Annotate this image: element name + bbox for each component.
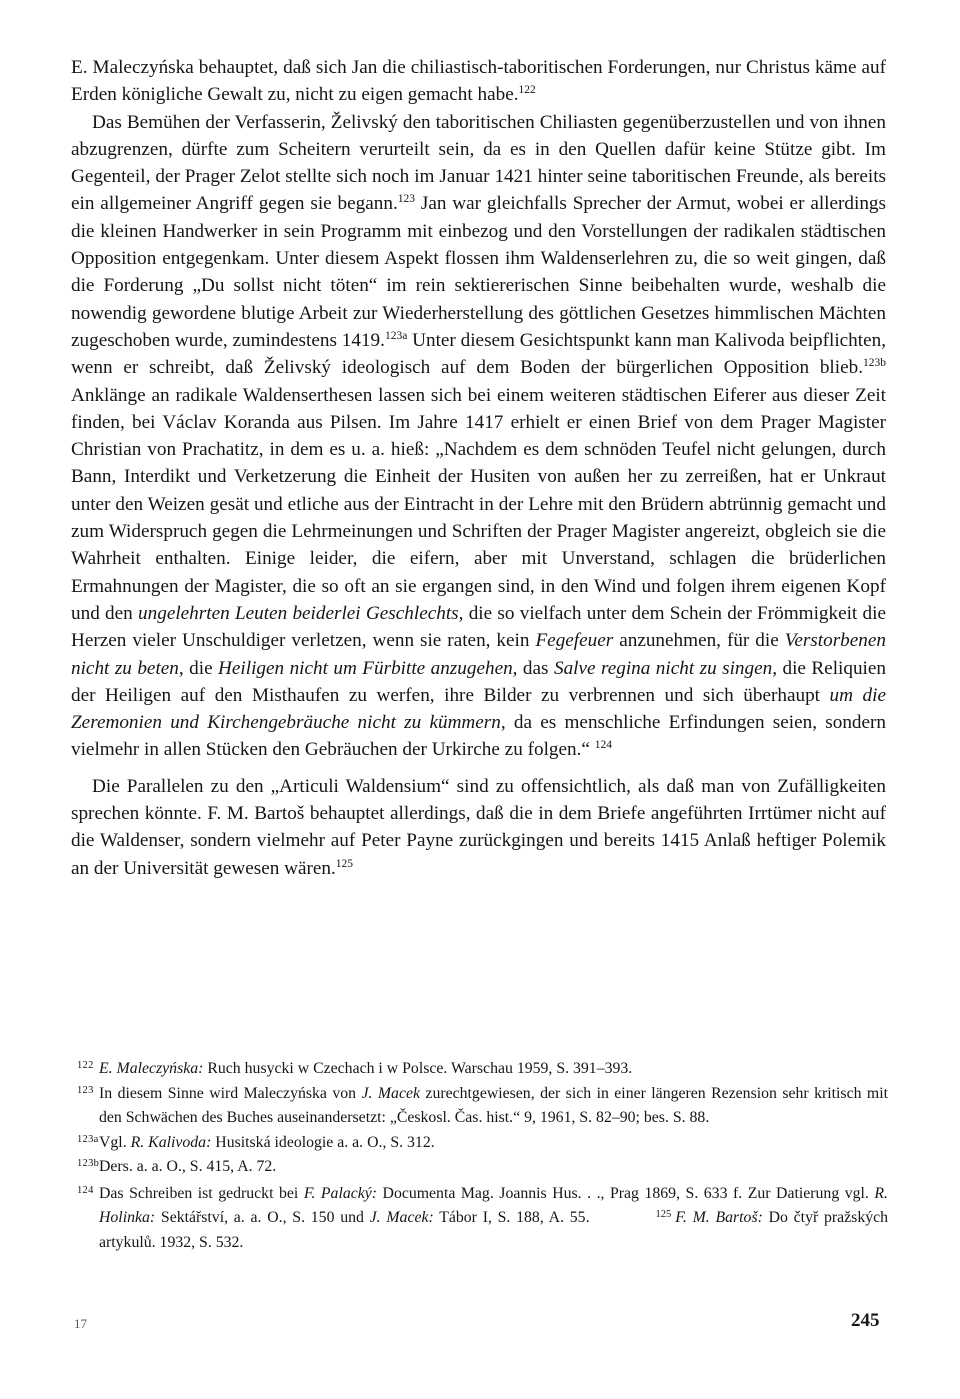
footnotes — [71, 1057, 888, 1255]
italic-text: Salve regina nicht zu singen, — [553, 657, 778, 679]
text-run: Do čtyř pražských artykulů. 1932, S. 532. — [99, 1209, 889, 1251]
text-run: Anklänge an radikale Waldenserthesen lassen sich bei einem weiteren städtischen Eiferer aus dieser Zeit finden, bei Václav Koranda aus Pilsen. Im Jahre 1417 erhielt er einen Brief von dem Prager Magister Christian von Prachatitz, in dem es u. a. hieß: „Nachdem es dem schnöden Teufel nicht gelungen, durch Bann, Interdikt und Verketzerung die Einheit der Husiten von außen her zu zerreißen, hat er Unkraut unter den Weizen gesät und etliche aus der Eintracht in der Lehre mit den Brüdern abtrünnig gemacht und zum Widerspruch gegen die Lehrmeinungen und Schriften der Prager Magister angereizt, obgleich sie die Wahrheit enthalten. Einige leider, die eifern, aber mit Unverstand, schlagen die brüderlichen Ermahnungen der Magister, die so oft an sie ergangen sind, in den Wind und folgen ihrem eigenen Kopf und den — [71, 384, 886, 624]
text-run: da es menschliche Erfindungen seien, sondern vielmehr in allen Stücken den Gebräuchen der Urkirche zu folgen.“ — [71, 712, 887, 761]
text-run: Documenta Mag. Joannis Hus. . ., Prag 1869, S. 633 f. Zur Datierung vgl. — [377, 1184, 875, 1202]
footnote-reference: 123b — [863, 357, 886, 370]
text-run: zurechtgewiesen, der sich in einer längeren Rezension sehr kritisch mit den Schwächen des Buches auseinandersetzt: „Českosl. Čas. hist.“ 9, 1961, S. 82–90; bes. S. 88. — [99, 1084, 888, 1126]
footnote-marker: 122 — [77, 1060, 94, 1071]
italic-text: ungelehrten Leuten beiderlei Geschlechts, — [138, 602, 464, 624]
italic-text: Verstorbenen nicht zu beten, — [71, 630, 886, 679]
italic-text: um die Zeremonien und Kirchengebräuche nicht zu kümmern, — [71, 684, 886, 734]
footnote-marker: 124 — [77, 1184, 94, 1196]
footnote-text — [99, 1158, 276, 1175]
footnote-marker: 125 — [655, 1209, 672, 1220]
footnote-123 — [71, 1082, 888, 1131]
paragraph — [71, 109, 886, 764]
text-run: Vgl. — [99, 1133, 131, 1151]
footnote-122 — [71, 1057, 888, 1082]
footnote-marker: 123 — [77, 1084, 94, 1096]
text-run: die — [183, 657, 219, 679]
text-run: Tábor I, S. 188, A. 55. — [433, 1209, 590, 1226]
italic-text: Fegefeuer — [535, 630, 614, 652]
text-run: Sektářství, a. a. O., S. 150 und — [155, 1209, 370, 1226]
italic-text: J. Macek: — [369, 1209, 434, 1226]
footnote-123a — [71, 1131, 888, 1156]
italic-text: R. Holinka: — [99, 1184, 888, 1226]
signature-mark: 17 — [74, 1316, 87, 1331]
text-run: In diesem Sinne wird Maleczyńska von — [99, 1084, 362, 1102]
text-run: Das Schreiben ist gedruckt bei — [99, 1184, 304, 1202]
footnote-123b — [71, 1155, 888, 1180]
footnote-reference: 125 — [335, 857, 354, 870]
text-run: Das Bemühen der Verfasserin, Želivský den taboritischen Chiliasten gegenüberzustellen und von ihnen abzugrenzen, dürfte zum Scheitern verurteilt sein, da es in den Quellen dafür keine Stütze gibt. Im Gegenteil, der Prager Zelot stellte sich noch im Januar 1421 hinter seine taboritischen Freunde, als bereits ein allgemeiner Angriff gegen sie begann. — [71, 111, 886, 215]
text-run: Jan war gleichfalls Sprecher der Armut, wobei er allerdings die kleinen Handwerker in sein Programm mit einbezog und den Vorstellungen der radikalen städtischen Opposition entgegenkam. Unter diesem Aspekt flossen ihm Waldenserlehren zu, die so weit gingen, daß die Forderung „Du sollst nicht töten“ im rein sektiererischen Sinne beibehalten wurde, weshalb die nowendig gewordene blutige Arbeit zur Wiederherstellung des göttlichen Gesetzes himmlischen Mächten zugeschoben wurde, zumindestens 1419. — [71, 193, 886, 351]
text-run: Unter diesem Gesichtspunkt kann man Kalivoda beipflichten, wenn er schreibt, daß Želivský ideologisch auf dem Boden der bürgerlichen Opposition blieb. — [71, 329, 886, 379]
footnote-text — [99, 1134, 435, 1151]
italic-text: E. Maleczyńska: — [99, 1060, 204, 1077]
page-number: 245 — [851, 1310, 880, 1331]
italic-text: F. M. Bartoš: — [675, 1209, 763, 1226]
footnote-reference: 122 — [518, 84, 536, 97]
text-run: E. Maleczyńska behauptet, daß sich Jan die chiliastisch-taboritischen Forderungen, nur Christus käme auf Erden königliche Gewalt zu, nicht zu eigen gemacht habe. — [71, 57, 886, 106]
footnote-text — [99, 1060, 632, 1077]
italic-text: J. Macek — [361, 1084, 420, 1102]
text-run: die so vielfach unter dem Schein der Frömmigkeit die Herzen vieler Unschuldiger verletzen, wenn sie raten, kein — [71, 602, 886, 652]
text-run: die Reliquien der Heiligen auf den Misthaufen zu werfen, ihre Bilder zu verbrennen und sich überhaupt — [71, 657, 886, 706]
italic-text: R. Kalivoda: — [130, 1133, 212, 1151]
italic-text: F. Palacký: — [303, 1184, 378, 1202]
main-text — [71, 54, 886, 882]
footnote-text — [99, 1185, 888, 1251]
footnote-text — [99, 1085, 888, 1127]
footnote-124 — [71, 1182, 888, 1256]
text-run: Die Parallelen zu den „Articuli Waldensium“ sind zu offensichtlich, als daß man von Zufälligkeiten sprechen könnte. F. M. Bartoš behauptet allerdings, daß die in dem Briefe angeführten Irrtümer nicht auf die Waldenser, sondern vielmehr auf Peter Payne zurückgingen und bereits 1415 Anlaß heftiger Polemik an der Universität gewesen wären. — [71, 775, 886, 879]
italic-text: Heiligen nicht um Fürbitte anzugehen, — [218, 657, 518, 679]
footnote-reference: 123a — [384, 329, 408, 342]
paragraph — [71, 54, 886, 109]
text-run: Ders. a. a. O., S. 415, A. 72. — [99, 1158, 277, 1175]
footnote-marker: 123b — [77, 1158, 100, 1169]
text-run: anzunehmen, für die — [613, 630, 785, 652]
paragraph — [71, 773, 886, 882]
footnote-reference: 123 — [397, 193, 416, 206]
footnote-reference: 124 — [594, 739, 612, 752]
text-run: Husitská ideologie a. a. O., S. 312. — [211, 1133, 435, 1151]
text-run: das — [517, 657, 554, 679]
footnote-marker: 123a — [77, 1133, 99, 1145]
text-run: Ruch husycki w Czechach i w Polsce. Warschau 1959, S. 391–393. — [203, 1060, 633, 1077]
